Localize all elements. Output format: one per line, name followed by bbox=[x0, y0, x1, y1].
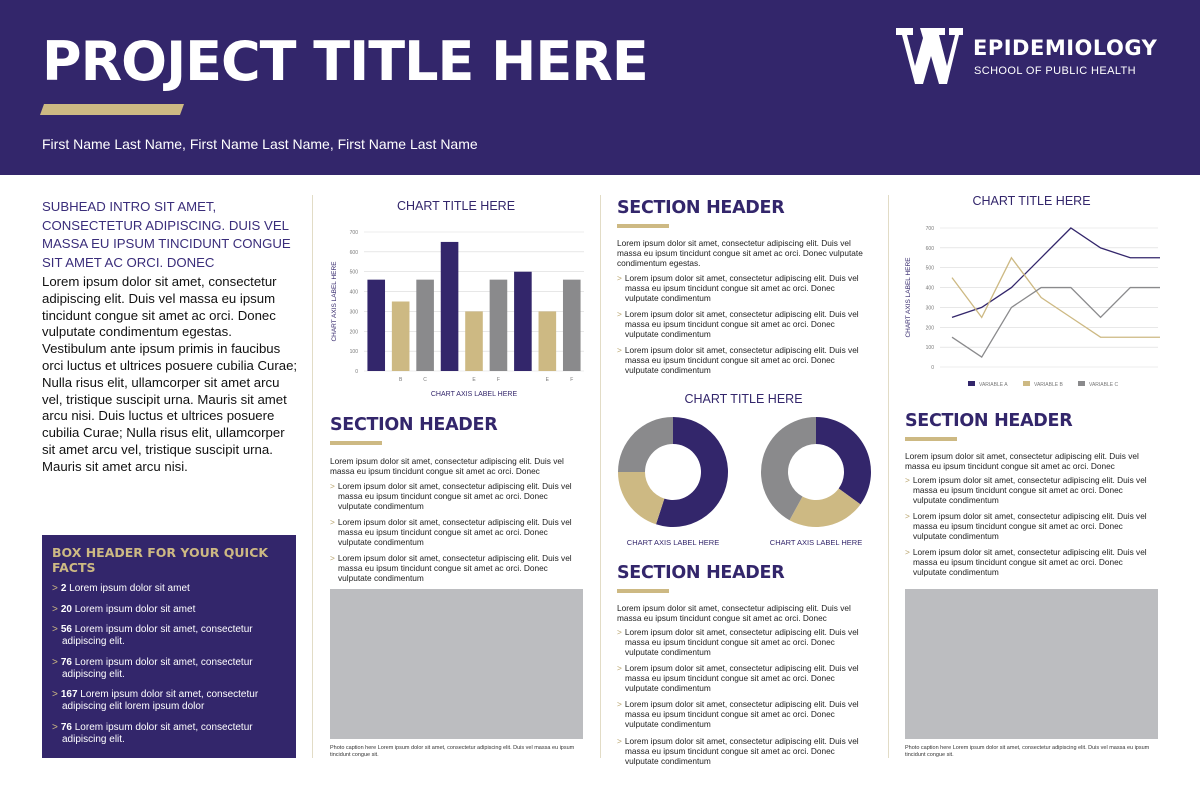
quick-fact-text: Lorem ipsum dolor sit amet, consectetur adipiscing elit. bbox=[62, 656, 253, 680]
bullet-text: Lorem ipsum dolor sit amet, consectetur adipiscing elit. Duis vel massa eu ipsum tincidunt congue sit amet ac orci. Donec vulputate condimentum bbox=[912, 475, 1147, 505]
quick-fact-number: 2 bbox=[60, 583, 67, 594]
quick-fact-text: Lorem ipsum dolor sit amet, consectetur adipiscing elit lorem ipsum dolor bbox=[62, 689, 259, 712]
chevron-right-icon: > bbox=[330, 517, 335, 528]
bullet-item bbox=[905, 475, 1155, 505]
chevron-right-icon: > bbox=[52, 689, 58, 700]
bar bbox=[465, 311, 483, 371]
photo-caption: Photo caption here Lorem ipsum dolor sit amet, consectetur adipiscing elit. Duis vel massa eu ipsum tincidunt congue sit. bbox=[330, 745, 575, 758]
bar bbox=[539, 311, 557, 371]
y-tick-label: 200 bbox=[349, 329, 358, 336]
logo-school: SCHOOL OF PUBLIC HEALTH bbox=[974, 65, 1137, 77]
x-tick-label: E bbox=[472, 377, 476, 383]
x-tick-label: F bbox=[496, 377, 500, 383]
bar-chart bbox=[326, 220, 588, 404]
y-tick-label: 300 bbox=[925, 305, 934, 312]
section-bullet-list bbox=[905, 475, 1155, 584]
quick-fact-number: 76 bbox=[60, 721, 72, 733]
y-axis-label: CHART AXIS LABEL HERE bbox=[331, 261, 338, 342]
bullet-item bbox=[617, 345, 865, 375]
bullet-text: Lorem ipsum dolor sit amet, consectetur adipiscing elit. Duis vel massa eu ipsum tincidunt congue sit amet ac orci. Donec vulputate condimentum bbox=[624, 663, 859, 694]
pie-chart-2-label: CHART AXIS LABEL HERE bbox=[769, 538, 863, 547]
bullet-item bbox=[617, 699, 865, 729]
quick-fact-item bbox=[52, 689, 286, 713]
chevron-right-icon: > bbox=[617, 273, 622, 283]
bullet-text: Lorem ipsum dolor sit amet, consectetur adipiscing elit. Duis vel massa eu ipsum tincidunt congue sit amet ac orci. Donec vulputate condimentum bbox=[337, 517, 572, 548]
section-header: SECTION HEADER bbox=[617, 563, 785, 583]
bar bbox=[441, 242, 459, 371]
donut-chart-1 bbox=[617, 416, 729, 528]
bullet-item bbox=[617, 627, 865, 657]
bullet-item bbox=[617, 663, 865, 693]
pie-slice bbox=[618, 417, 673, 472]
section-bullet-list bbox=[617, 273, 865, 382]
y-tick-label: 200 bbox=[925, 325, 934, 332]
bullet-text: Lorem ipsum dolor sit amet, consectetur adipiscing elit. Duis vel massa eu ipsum tincidunt congue sit amet ac orci. Donec vulputate condimentum bbox=[624, 309, 859, 340]
pie-slice bbox=[816, 417, 871, 504]
bar bbox=[416, 280, 434, 371]
y-axis-label: CHART AXIS LABEL HERE bbox=[905, 257, 912, 338]
legend-swatch bbox=[968, 381, 975, 386]
y-tick-label: 0 bbox=[355, 369, 358, 375]
section-underline bbox=[617, 224, 669, 228]
y-tick-label: 700 bbox=[349, 230, 358, 236]
intro-subhead: SUBHEAD INTRO SIT AMET, CONSECTETUR ADIPISCING. DUIS VEL MASSA EU IPSUM TINCIDUNT CONGUE SIT AMET AC ORCI. DONEC bbox=[42, 199, 291, 270]
chevron-right-icon: > bbox=[52, 721, 58, 733]
quick-fact-number: 56 bbox=[60, 624, 72, 635]
photo-placeholder bbox=[905, 589, 1158, 739]
legend-label: VARIABLE B bbox=[1034, 382, 1063, 388]
bullet-item bbox=[905, 547, 1155, 577]
y-tick-label: 700 bbox=[925, 226, 934, 232]
x-tick-label: F bbox=[570, 377, 574, 383]
bullet-item bbox=[617, 309, 865, 339]
section-underline bbox=[905, 437, 957, 441]
y-tick-label: 500 bbox=[925, 265, 934, 272]
bullet-item bbox=[330, 517, 578, 547]
series-line bbox=[952, 228, 1160, 317]
bullet-text: Lorem ipsum dolor sit amet, consectetur adipiscing elit. Duis vel massa eu ipsum tincidunt congue sit amet ac orci. Donec vulputate condimentum bbox=[624, 273, 859, 303]
chevron-right-icon: > bbox=[905, 547, 910, 558]
quick-fact-text: Lorem ipsum dolor sit amet bbox=[71, 603, 196, 615]
bullet-item bbox=[617, 736, 865, 766]
bullet-text: Lorem ipsum dolor sit amet, consectetur adipiscing elit. Duis vel massa eu ipsum tincidunt congue sit amet ac orci. Donec vulputate condimentum bbox=[624, 735, 859, 766]
y-tick-label: 500 bbox=[349, 269, 358, 276]
y-tick-label: 400 bbox=[349, 289, 358, 296]
quick-fact-item bbox=[52, 604, 286, 616]
quick-fact-item bbox=[52, 583, 286, 595]
w-logo-icon bbox=[883, 28, 963, 84]
chevron-right-icon: > bbox=[52, 624, 58, 635]
chevron-right-icon: > bbox=[905, 511, 910, 522]
chevron-right-icon: > bbox=[52, 603, 58, 615]
x-tick-label: E bbox=[545, 377, 550, 383]
y-tick-label: 100 bbox=[349, 349, 358, 356]
bar bbox=[367, 280, 385, 371]
section-underline bbox=[617, 589, 669, 593]
bullet-text: Lorem ipsum dolor sit amet, consectetur adipiscing elit. Duis vel massa eu ipsum tincidunt congue sit amet ac orci. Donec vulputate condimentum bbox=[624, 627, 859, 657]
chevron-right-icon: > bbox=[905, 475, 910, 485]
quick-facts-title: BOX HEADER FOR YOUR QUICK FACTS bbox=[52, 545, 269, 575]
chevron-right-icon: > bbox=[330, 481, 335, 491]
section-header: SECTION HEADER bbox=[617, 198, 785, 218]
section-paragraph: Lorem ipsum dolor sit amet, consectetur adipiscing elit. Duis vel massa eu ipsum tincidunt congue sit amet ac orci. Donec bbox=[617, 603, 851, 623]
pie-slice bbox=[618, 472, 664, 524]
quick-fact-number: 76 bbox=[60, 656, 72, 668]
chevron-right-icon: > bbox=[52, 656, 58, 668]
logo-department: EPIDEMIOLOGY bbox=[973, 36, 1158, 60]
intro-paragraph: Lorem ipsum dolor sit amet, consectetur adipiscing elit. Duis vel massa eu ipsum tincidunt congue sit amet ac orci. Donec vulputate condimentum egestas. Vestibulum ante ipsum primis in faucibus orci luctus et ultrices posuere cubilia Curae; Nulla risus elit, ullamcorper sit amet arcu vel, tristique suscipit urna. Mauris sit amet arcu nisi. Duis luctus et ultrices posuere cubilia Curae; Nulla risus elit, ullamcorper sit amet arcu vel, tristique suscipit urna. Mauris sit amet arcu nisi. bbox=[42, 274, 298, 474]
quick-facts-box bbox=[42, 535, 296, 758]
poster-header bbox=[0, 0, 1200, 175]
section-bullet-list bbox=[617, 627, 865, 772]
line-chart bbox=[900, 218, 1162, 394]
x-tick-label: C bbox=[423, 377, 427, 383]
column-divider bbox=[600, 195, 601, 758]
title-accent-bar bbox=[40, 104, 184, 115]
bar bbox=[563, 280, 581, 371]
photo-placeholder bbox=[330, 589, 583, 739]
y-tick-label: 0 bbox=[931, 365, 934, 371]
quick-fact-number: 20 bbox=[60, 603, 72, 615]
series-line bbox=[952, 288, 1160, 358]
pie-chart-title: CHART TITLE HERE bbox=[684, 392, 803, 406]
pie-chart-1-label: CHART AXIS LABEL HERE bbox=[626, 538, 720, 547]
bullet-item bbox=[330, 481, 578, 511]
bullet-text: Lorem ipsum dolor sit amet, consectetur adipiscing elit. Duis vel massa eu ipsum tincidunt congue sit amet ac orci. Donec vulputate condimentum bbox=[912, 511, 1147, 542]
series-line bbox=[952, 258, 1160, 337]
legend-label: VARIABLE C bbox=[1089, 382, 1119, 388]
quick-fact-item bbox=[52, 722, 286, 746]
chevron-right-icon: > bbox=[617, 735, 622, 746]
chevron-right-icon: > bbox=[52, 583, 58, 594]
bullet-text: Lorem ipsum dolor sit amet, consectetur adipiscing elit. Duis vel massa eu ipsum tincidunt congue sit amet ac orci. Donec vulputate condimentum bbox=[337, 481, 572, 511]
quick-facts-list bbox=[52, 583, 286, 746]
legend-swatch bbox=[1023, 381, 1030, 386]
y-tick-label: 600 bbox=[925, 245, 934, 252]
section-paragraph: Lorem ipsum dolor sit amet, consectetur adipiscing elit. Duis vel massa eu ipsum tincidunt congue sit amet ac orci. Donec bbox=[905, 451, 1139, 471]
quick-fact-text: Lorem ipsum dolor sit amet, consectetur adipiscing elit. bbox=[62, 624, 253, 647]
photo-caption: Photo caption here Lorem ipsum dolor sit amet, consectetur adipiscing elit. Duis vel massa eu ipsum tincidunt congue sit. bbox=[905, 745, 1150, 758]
bullet-item bbox=[617, 273, 865, 303]
chevron-right-icon: > bbox=[617, 627, 622, 637]
y-tick-label: 400 bbox=[925, 285, 934, 292]
bullet-text: Lorem ipsum dolor sit amet, consectetur adipiscing elit. Duis vel massa eu ipsum tincidunt congue sit amet ac orci. Donec vulputate condimentum bbox=[337, 553, 572, 584]
bar bbox=[490, 280, 508, 371]
section-underline bbox=[330, 441, 382, 445]
chevron-right-icon: > bbox=[330, 553, 335, 564]
donut-chart-2 bbox=[760, 416, 872, 528]
bullet-item bbox=[330, 553, 578, 583]
quick-fact-text: Lorem ipsum dolor sit amet bbox=[66, 583, 190, 594]
poster-title: PROJECT TITLE HERE bbox=[42, 30, 648, 93]
section-header: SECTION HEADER bbox=[905, 411, 1073, 431]
bar-chart-title: CHART TITLE HERE bbox=[396, 199, 516, 213]
line-chart-title: CHART TITLE HERE bbox=[972, 194, 1091, 208]
bar bbox=[392, 302, 410, 372]
bullet-item bbox=[905, 511, 1155, 541]
quick-fact-item bbox=[52, 657, 286, 681]
column-divider bbox=[888, 195, 889, 758]
bullet-text: Lorem ipsum dolor sit amet, consectetur adipiscing elit. Duis vel massa eu ipsum tincidunt congue sit amet ac orci. Donec vulputate condimentum bbox=[624, 345, 859, 376]
column-divider bbox=[312, 195, 313, 758]
chevron-right-icon: > bbox=[617, 309, 622, 320]
chevron-right-icon: > bbox=[617, 699, 622, 710]
chevron-right-icon: > bbox=[617, 663, 622, 674]
author-list: First Name Last Name, First Name Last Name, First Name Last Name bbox=[42, 136, 478, 152]
chevron-right-icon: > bbox=[617, 345, 622, 356]
section-paragraph: Lorem ipsum dolor sit amet, consectetur adipiscing elit. Duis vel massa eu ipsum tincidunt congue sit amet ac orci. Donec vulputate condimentum egestas. bbox=[617, 238, 863, 268]
section-paragraph: Lorem ipsum dolor sit amet, consectetur adipiscing elit. Duis vel massa eu ipsum tincidunt congue sit amet ac orci. Donec bbox=[330, 456, 564, 476]
bar bbox=[514, 272, 532, 371]
y-tick-label: 600 bbox=[349, 249, 358, 256]
bullet-text: Lorem ipsum dolor sit amet, consectetur adipiscing elit. Duis vel massa eu ipsum tincidunt congue sit amet ac orci. Donec vulputate condimentum bbox=[912, 547, 1147, 578]
x-axis-label: CHART AXIS LABEL HERE bbox=[430, 391, 518, 398]
y-tick-label: 100 bbox=[925, 345, 934, 352]
y-tick-label: 300 bbox=[349, 309, 358, 316]
quick-fact-item bbox=[52, 624, 286, 648]
section-header: SECTION HEADER bbox=[330, 415, 498, 435]
section-bullet-list bbox=[330, 481, 578, 590]
bullet-text: Lorem ipsum dolor sit amet, consectetur adipiscing elit. Duis vel massa eu ipsum tincidunt congue sit amet ac orci. Donec vulputate condimentum bbox=[624, 699, 859, 730]
legend-label: VARIABLE A bbox=[979, 382, 1008, 388]
quick-fact-text: Lorem ipsum dolor sit amet, consectetur adipiscing elit. bbox=[62, 721, 253, 745]
legend-swatch bbox=[1078, 381, 1085, 386]
quick-fact-number: 167 bbox=[60, 689, 78, 700]
x-tick-label: B bbox=[398, 377, 403, 383]
